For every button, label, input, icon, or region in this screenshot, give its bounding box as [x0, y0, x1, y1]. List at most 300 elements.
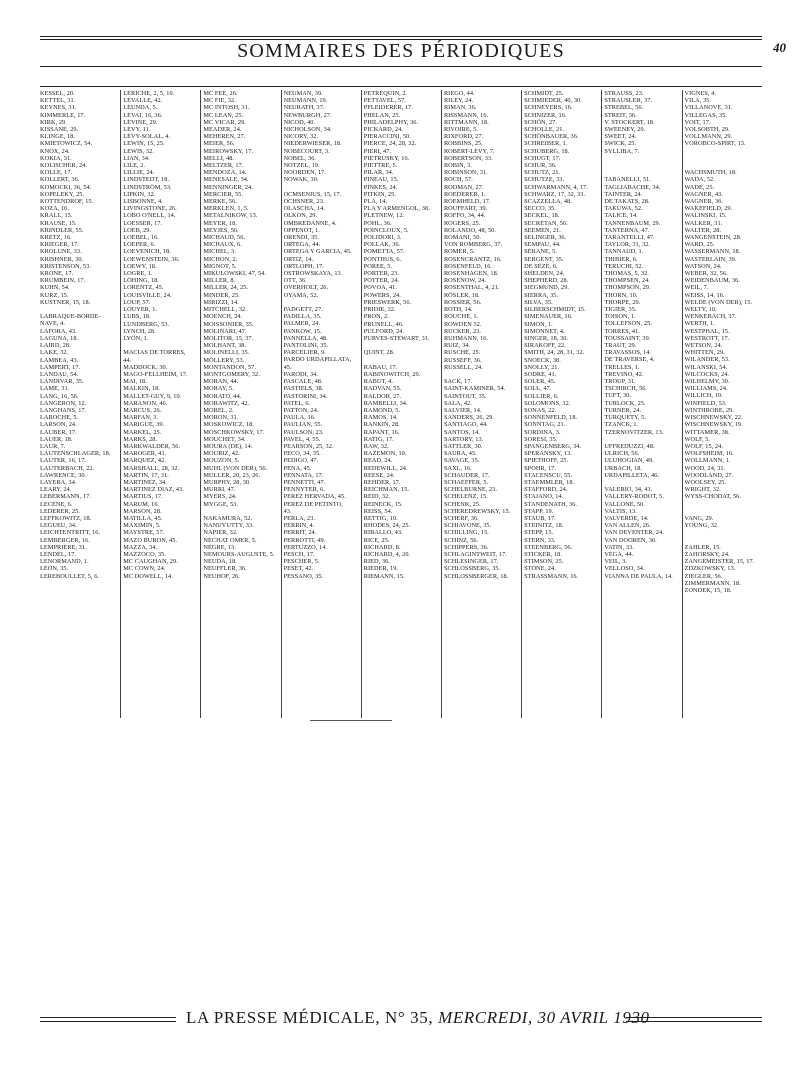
index-entry: LÉUNDA, 5.	[123, 104, 158, 112]
index-entry: MYGGE, 53.	[203, 500, 238, 508]
index-entry: KNOX, 24.	[40, 147, 70, 155]
header-bottom-rule	[40, 66, 762, 67]
index-entry: VÉGA, 44.	[604, 550, 634, 558]
index-entry: LEVALLE, 42.	[123, 97, 163, 105]
index-entry: POLIDORI, 3.	[363, 234, 402, 242]
footer-rule-right	[626, 1017, 762, 1022]
index-entry: MOLINARI, 47.	[203, 327, 247, 335]
index-entry: NOBÉCOURT, 3.	[283, 147, 330, 155]
index-column	[200, 90, 280, 718]
index-entry: STAUB, 17.	[524, 514, 556, 522]
index-entry: STREIT, 36.	[604, 111, 637, 119]
index-entry: PENNATA, 17.	[283, 471, 324, 479]
index-entry: WERTH, 1.	[684, 320, 715, 328]
index-entry: KRUMBEIN, 17.	[40, 277, 86, 285]
index-entry: VAN DEVENTER, 24.	[604, 529, 664, 537]
index-entry: LÉVINE, 29.	[123, 118, 158, 126]
index-entry: LINDSTEDT, 18.	[123, 176, 170, 184]
index-entry: SIEGMUND, 29.	[524, 284, 570, 292]
index-entry: SAVAGE, 35.	[443, 457, 480, 465]
index-entry: WHITTEN, 29.	[684, 349, 725, 357]
index-entry: SILBERSCHMIDT, 15.	[524, 306, 586, 314]
index-entry: LILLIE, 24.	[123, 169, 155, 177]
index-entry: POWERS, 24.	[363, 291, 401, 299]
header-top-rule	[40, 36, 762, 37]
index-entry: LEGUEU, 34.	[40, 522, 77, 530]
index-entry: STRASSMANN, 16.	[524, 572, 579, 580]
index-entry: PLA Y ARMENGOL, 38.	[363, 205, 430, 213]
index-entry: MERKLEN, 1, 5.	[203, 205, 249, 213]
index-entry: NEUMANN, 19.	[283, 97, 328, 105]
index-entry: LENORMAND, 1.	[40, 558, 89, 566]
index-entry: SECCO, 35.	[524, 205, 556, 213]
index-entry: THOMPSEN, 24.	[604, 277, 650, 285]
index-entry: RADVAN, 55.	[363, 385, 402, 393]
index-entry: SCHLAGINTWEIT, 17.	[443, 550, 507, 558]
index-entry: MEHEREN, 27.	[203, 133, 246, 141]
index-entry: LAUR, 7.	[40, 442, 66, 450]
index-entry: SEEMEN, 21.	[524, 226, 561, 234]
index-entry: TURLOCK, 25.	[604, 399, 646, 407]
index-entry: NOTZEL, 19.	[283, 162, 320, 170]
index-entry: SOLER, 45.	[524, 378, 556, 386]
index-entry: ROLANDO, 48, 50.	[443, 226, 496, 234]
index-entry: MIKULOWSKI, 47, 54.	[203, 270, 267, 278]
index-entry: MENESALE, 34.	[203, 176, 249, 184]
index-entry: VALLONE, 50.	[604, 500, 645, 508]
index-entry: STAPP, 19.	[524, 507, 554, 515]
index-entry: SCHIAVONE, 35.	[443, 522, 492, 530]
index-entry: KRALL, 15.	[40, 212, 73, 220]
index-entry: SHEPHERD, 28.	[524, 277, 569, 285]
index-entry: NICHOLSON, 34.	[283, 126, 332, 134]
index-entry: SORESI, 35.	[524, 435, 558, 443]
index-entry: REHDER, 17.	[363, 478, 401, 486]
index-entry: THOMPSON, 29.	[604, 284, 651, 292]
index-entry: SCHLOSSBERGER, 18.	[443, 572, 509, 580]
index-entry: WALKER, 31.	[684, 219, 723, 227]
index-entry: RUSSELL, 24.	[443, 363, 483, 371]
index-entry: PRIDIE, 32.	[363, 306, 396, 314]
index-entry: PEARSON, 25, 32.	[283, 442, 334, 450]
index-entry: LERICHE, 2, 5, 10.	[123, 90, 175, 97]
page-header	[40, 36, 786, 66]
index-entry: PRIESWERK, 56.	[363, 298, 412, 306]
index-entry: STIMSON, 25.	[524, 558, 564, 566]
index-entry: SCHÖN, 27.	[524, 118, 557, 126]
index-entry: MARTIN, 17, 31.	[123, 471, 169, 479]
index-entry: WOLFSHEIM, 16.	[684, 450, 734, 458]
index-entry: PEDIGO, 47.	[283, 457, 319, 465]
index-entry: STACENSCU, 55.	[524, 471, 573, 479]
index-entry: SCHAEFFER, 5.	[443, 478, 489, 486]
index-entry: RICHARD, 8.	[363, 543, 401, 551]
index-entry: MAYSTRE, 57.	[123, 529, 165, 537]
index-entry	[364, 357, 439, 364]
index-entry: TANNENBAUM, 29.	[604, 219, 661, 227]
footer-citation	[186, 1008, 650, 1028]
index-entry: LYON, 1.	[123, 334, 149, 342]
index-column	[601, 90, 681, 718]
index-entry: KLINGE, 18.	[40, 133, 76, 141]
index-entry: PALMER, 24.	[283, 320, 321, 328]
index-entry: TANNAUD, 1.	[604, 248, 644, 256]
index-entry: LOUYER, 1.	[123, 306, 158, 314]
index-entry: LOBO O'NELL, 14.	[123, 212, 176, 220]
index-entry: KRISHNER, 30.	[40, 255, 84, 263]
index-entry: SMITH, 24, 28, 31, 32.	[524, 349, 585, 357]
index-entry: SCHREIBER, 1.	[524, 140, 568, 148]
index-entry: QUINT, 28.	[363, 349, 395, 357]
index-entry: KOKIA, 31.	[40, 154, 72, 162]
index-entry: WISCHNEWSKY, 19.	[684, 421, 743, 429]
index-entry: WILLICH, 19.	[684, 392, 723, 400]
index-entry: LANGERON, 12.	[40, 399, 87, 407]
index-entry: SONNENFELD, 18.	[524, 414, 578, 422]
index-entry: POMETTA, 57.	[363, 248, 405, 256]
index-entry: WOLF, 15, 24.	[684, 442, 723, 450]
index-entry: STICKER, 18.	[524, 551, 562, 558]
index-entry: ROSENTHAL, 4, 21.	[443, 284, 500, 292]
index-entry: KOLLERT, 36.	[40, 176, 80, 184]
index-entry: LÉVY, 11.	[123, 126, 151, 134]
index-entry: PADILLA, 35.	[283, 313, 322, 321]
index-entry: MILLER, 24, 25.	[203, 284, 249, 292]
index-entry: SILVA, 35.	[524, 298, 553, 306]
index-entry: SCHUR, 36.	[524, 162, 557, 170]
index-entry: KOZA, 16.	[40, 205, 69, 213]
index-entry: KESSEL, 20.	[40, 90, 75, 97]
index-entry: MC DOWELL, 14.	[123, 572, 173, 580]
index-entry: LÖHING, 18.	[123, 277, 159, 285]
index-entry: ROSSIER, 56.	[443, 298, 482, 306]
index-entry: ROCH, 57.	[443, 176, 473, 184]
index-entry: PIERCE, 24, 28, 32.	[363, 140, 417, 148]
index-entry: SCHOLLE, 21.	[524, 126, 565, 134]
index-entry: STERN, 33.	[524, 536, 556, 544]
index-entry: PESCH, 17.	[283, 550, 315, 558]
index-entry: VOLSOBTH, 29.	[684, 126, 730, 134]
index-entry: REISS, 54.	[363, 507, 393, 515]
index-entry: ZIEGLER, 56.	[684, 572, 723, 580]
index-entry: NÈGRE, 13.	[203, 543, 236, 551]
index-entry: UFFREDUZZI, 48.	[604, 442, 655, 450]
index-entry: VIANNA DE PAULA, 14.	[604, 572, 673, 580]
index-entry: TAINTER, 24.	[604, 190, 643, 198]
index-entry: LEFFKOWITZ, 18.	[40, 514, 92, 522]
index-entry: WILANSKI, 54.	[684, 363, 728, 371]
index-entry: ROBINSON, 31.	[443, 169, 488, 177]
index-entry: TARANTELLI, 47.	[604, 234, 655, 242]
index-entry: NEUHOF, 26.	[203, 572, 240, 580]
index-entry: KOMOCKI, 36, 54.	[40, 183, 92, 191]
index-entry: TABANELLI, 51.	[604, 176, 651, 184]
page-footer	[40, 1006, 762, 1032]
index-entry: SWEENEY, 29.	[604, 126, 646, 134]
index-entry: SCHUGT, 17.	[524, 154, 561, 162]
index-entry: SELINGER, 36.	[524, 234, 567, 242]
index-entry: TOUSSAINT, 39.	[604, 334, 651, 342]
index-entry: KEYNES, 31.	[40, 104, 77, 112]
index-entry: PHILADELPHY, 36.	[363, 118, 419, 126]
index-entry: MORAWITZ, 42.	[203, 399, 250, 407]
index-entry: 45.	[283, 363, 292, 371]
index-entry: MOUZON, 5.	[203, 457, 240, 465]
index-entry: MURPHY, 28, 30.	[203, 478, 251, 486]
index-entry: METALNIKOW, 13.	[203, 212, 258, 220]
index-entry: PIERACCINI, 50.	[363, 133, 411, 141]
index-entry: SCHÖNBAUER, 36.	[524, 133, 579, 141]
index-entry: TRAVASSOS, 14.	[604, 349, 652, 357]
index-entry: LIVINGSTONE, 26.	[123, 205, 177, 213]
index-entry: TUFT, 30.	[604, 392, 632, 400]
index-entry: WESTPHAL, 15.	[684, 327, 730, 335]
index-entry: MAZZOCO, 35.	[123, 550, 166, 558]
index-entry: WELDE (VON DER), 15.	[684, 298, 753, 306]
index-entry: KOLISCHER, 24.	[40, 162, 88, 170]
index-entry: DE SÈZE, 6.	[524, 262, 558, 270]
index-entry: ROGERS, 25.	[443, 219, 481, 227]
index-entry: MAXIMIN, 5.	[123, 522, 161, 530]
index-entry: PONTHUS, 6.	[363, 255, 402, 263]
index-entry: YOUNG, 32.	[684, 522, 719, 530]
index-entry: ROUFFART, 39.	[443, 205, 488, 213]
index-entry: LAUTERBACH, 22.	[40, 464, 95, 472]
index-entry: SÉRANE, 5.	[524, 248, 557, 256]
index-entry: ORENDI, 35.	[283, 234, 319, 242]
index-entry: SERGENT, 35.	[524, 255, 564, 263]
index-entry: MYERS, 24.	[203, 493, 237, 501]
index-entry	[364, 342, 439, 349]
index-entry: PICKARD, 24.	[363, 126, 404, 134]
index-entry: POTTER, 24.	[363, 277, 400, 285]
journal-name: LA PRESSE MÉDICALE, N° 35,	[186, 1008, 434, 1027]
index-entry: LAWRENCE, 30.	[40, 471, 87, 479]
index-entry: ULUHOGIAN, 49.	[604, 457, 654, 465]
index-entry: WINFIELD, 53.	[684, 399, 727, 407]
index-entry: RIEGO, 44.	[443, 90, 475, 97]
index-entry: LIPKIN, 32.	[123, 190, 156, 198]
index-entry: MAZO BURON, 45.	[123, 536, 178, 544]
index-entry: RUHMANN, 16.	[443, 334, 489, 342]
index-entry: ZDZKOWSKY, 13.	[684, 565, 736, 573]
index-entry: LAYERA, 34.	[40, 478, 77, 486]
index-entry: KISSANE, 29.	[40, 126, 79, 134]
index-entry: NAPIER, 32.	[203, 529, 238, 537]
index-entry: ROFFO, 34, 44.	[443, 212, 486, 220]
index-entry: POREE, 5.	[363, 262, 393, 270]
index-column	[40, 90, 120, 718]
index-entry: LECÈNE, 6.	[40, 500, 73, 508]
index-entry: SONAS, 22.	[524, 406, 557, 414]
index-entry: ROSENHAGEN, 18.	[443, 270, 499, 278]
index-entry: SORDINA, 3.	[524, 428, 561, 436]
index-entry: TERUCHI, 52.	[604, 262, 644, 270]
index-entry: SCHENK, 25.	[443, 500, 481, 508]
index-entry: PANNELLA, 48.	[283, 334, 328, 342]
index-entry: TURNER, 24.	[604, 406, 642, 414]
index-entry: WETSON, 24.	[684, 342, 723, 350]
index-entry: LAMPERT, 17.	[40, 363, 81, 371]
index-entry: MAROGER, 41.	[123, 450, 167, 458]
index-entry: LIAN, 34.	[123, 154, 150, 162]
index-entry: MICHAUX, 6.	[203, 241, 242, 249]
index-entry: ROUCHÉ, 1.	[443, 313, 479, 321]
index-entry: RABINOWITCH, 29.	[363, 370, 421, 378]
index-entry: MC FIE, 32.	[203, 97, 236, 105]
index-entry: LORENTZ, 45.	[123, 284, 164, 292]
index-entry: RAMBELLI, 34.	[363, 399, 408, 407]
index-entry: MOURIZ, 42.	[203, 450, 240, 458]
index-entry: MERKE, 56.	[203, 198, 237, 206]
index-entry: OCMSENIUS, 15, 17.	[283, 190, 342, 198]
index-entry: REICHMAN, 15.	[363, 486, 410, 494]
index-entry: MARTINEZ DIAZ, 43.	[123, 486, 184, 494]
index-entry: RAMOND, 5.	[363, 406, 401, 414]
index-entry: RABUT, 4.	[363, 378, 393, 386]
index-entry	[685, 537, 760, 544]
index-entry: RIMAN, 36.	[443, 104, 477, 112]
index-entry: RAPANT, 16.	[363, 428, 400, 436]
index-entry: WARD, 25.	[684, 241, 715, 249]
index-entry: MALLET-GUY, 9, 10.	[123, 392, 182, 400]
index-entry: MOLITOR, 15, 37.	[203, 334, 254, 342]
index-entry: ULRICH, 56.	[604, 450, 640, 458]
index-entry: LOEPER, 6.	[123, 241, 156, 249]
index-entry: TOISON, 1.	[604, 313, 636, 321]
index-entry: SACK, 17.	[443, 378, 473, 386]
index-entry: LAME, 31.	[40, 385, 70, 393]
index-entry: MONTGOMERY, 32.	[203, 370, 260, 378]
index-entry: SANTIAGO, 44.	[443, 421, 488, 429]
index-entry: SINGER, 18, 30.	[524, 334, 569, 342]
index-entry: SHELDEN, 24.	[524, 270, 565, 278]
index-entry: TAYLOR, 31, 32.	[604, 241, 650, 249]
index-entry: PATEL, 6.	[283, 399, 311, 407]
index-entry: MOLHANT, 38.	[203, 342, 247, 350]
index-entry: PLETNEW, 12.	[363, 212, 405, 220]
index-entry: MADDOCK, 30.	[123, 363, 168, 371]
index-entry	[284, 299, 359, 306]
index-entry: KMIETOWICZ, 54.	[40, 140, 93, 148]
index-entry: OSTROWSKAYA, 13.	[283, 270, 343, 278]
index-entry: KUHN, 54.	[40, 284, 70, 292]
index-entry: PHELAN, 25.	[363, 111, 401, 119]
index-column	[281, 90, 361, 718]
index-entry: PERRIT, 24.	[283, 529, 317, 537]
index-entry: LAUTER, 16, 17.	[40, 457, 87, 465]
index-entry: TROUP, 31.	[604, 378, 636, 386]
index-entry: PAULA, 16.	[283, 414, 316, 422]
index-entry: WISCHNEWSKY, 22.	[684, 414, 743, 422]
index-entry: OLASCHA, 14.	[283, 205, 325, 213]
index-entry: MAI, 18.	[123, 378, 147, 386]
index-entry: VALERIO, 34, 41.	[604, 486, 653, 494]
index-entry: PESCHER, 5.	[283, 558, 320, 566]
index-entry: TZANCK, 1.	[604, 421, 639, 429]
index-entry: KRIEGER, 17.	[40, 241, 79, 249]
index-entry: LEMPRIÈRE, 31.	[40, 543, 87, 551]
index-entry: NEMOURS-AUGUSTE, 5.	[203, 550, 275, 558]
index-entry: MC COWN, 24.	[123, 565, 166, 573]
index-entry: RIXFORD, 27.	[443, 133, 484, 141]
index-entry: PECO, 34, 35.	[283, 450, 321, 458]
index-entry: RIED, 36.	[363, 558, 390, 566]
index-entry: WEIL, 7.	[684, 284, 709, 292]
index-entry: MARSHALL, 28, 32.	[123, 464, 180, 472]
index-entry: LAIRD, 28.	[40, 342, 71, 350]
index-entry: ORTEGA Y GARCIA, 45.	[283, 248, 352, 256]
index-entry: MOUCHET, 34.	[203, 435, 246, 443]
index-entry: MARUM, 16.	[123, 500, 160, 508]
index-entry: WILCOCKS, 24.	[684, 370, 730, 378]
index-entry: TREVINO, 42.	[604, 370, 644, 378]
index-entry: WANGENSTEIN, 28.	[684, 234, 742, 242]
index-entry: VALVERDE, 14.	[604, 514, 649, 522]
index-entry: URBACH, 18.	[604, 464, 643, 472]
index-entry: SIERRA, 35.	[524, 291, 559, 299]
index-entry: RAMOS, 14.	[363, 414, 398, 422]
index-entry: PANKOW, 15.	[283, 327, 322, 335]
index-entry	[685, 529, 760, 536]
index-entry: ROBIN, 3.	[443, 162, 472, 170]
index-entry: MARSON, 28.	[123, 507, 162, 515]
index-entry: PENA, 45.	[283, 464, 312, 472]
index-entry: PERLA, 23.	[283, 514, 316, 522]
index-entry: ROMER, 5.	[443, 248, 475, 256]
index-entry: LAUTENSCHLAGER, 18.	[40, 450, 111, 458]
index-entry	[604, 162, 679, 169]
index-entry: VILLEGAS, 35.	[684, 111, 727, 119]
index-entry: SCHELENZ, 15.	[443, 493, 488, 501]
index-entry: SANTOS, 14.	[443, 428, 480, 436]
index-entry: STONE, 24.	[524, 565, 556, 573]
index-entry: SCHMIDT, 25.	[524, 90, 564, 97]
index-entry: MICHAUD, 56.	[203, 234, 246, 242]
index-entry: VELLOSO, 34.	[604, 565, 645, 573]
index-entry: NAKAMURA, 52.	[203, 514, 253, 522]
index-entry: LYNCH, 28.	[123, 327, 156, 335]
index-entry: MACIAS DE TORRES,	[123, 349, 186, 357]
index-entry: LOEWY, 18.	[123, 262, 157, 270]
index-entry: LOEB, 29.	[123, 226, 152, 234]
index-entry: MEYER, 18.	[203, 219, 237, 227]
index-entry: LEWIS, 32.	[123, 147, 154, 155]
index-entry: NOBEL, 36.	[283, 154, 317, 162]
index-entry: PULFORD, 24.	[363, 327, 405, 335]
index-entry: PADGETT, 27.	[283, 306, 323, 314]
index-entry: PATTON, 24.	[283, 406, 319, 414]
index-entry: SCHAUDER, 17.	[443, 471, 490, 479]
index-entry: PARODI, 34.	[283, 370, 318, 378]
index-entry: LOGRE, 1.	[123, 270, 153, 278]
index-entry: TAGLIABACHE, 34.	[604, 183, 661, 191]
index-entry: MICHON, 2.	[203, 255, 238, 263]
index-entry	[685, 501, 760, 508]
index-entry: NAVE, 4.	[40, 320, 65, 328]
index-entry: NANUVUTTY, 33.	[203, 522, 254, 530]
index-entry	[284, 184, 359, 191]
index-entry: OYAMA, 52.	[283, 291, 319, 299]
index-entry: ROSENOW, 24.	[443, 277, 487, 285]
index-entry: REID, 32.	[363, 493, 390, 501]
index-entry: SCHUBERG, 18.	[524, 147, 570, 155]
index-entry: WALINSKI, 15.	[684, 212, 727, 220]
index-entry: LANGHANS, 17.	[40, 406, 87, 414]
index-entry: DE TRAVERSE, 4.	[604, 356, 655, 364]
index-entry: LEREBOULLET, 5, 6.	[40, 572, 100, 580]
index-entry: ROEDERER, 1.	[443, 190, 486, 198]
